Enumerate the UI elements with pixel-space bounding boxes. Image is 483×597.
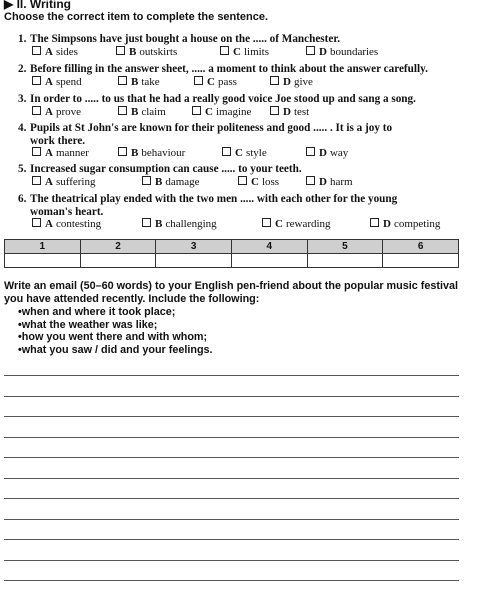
answer-grid-header: 1 — [5, 240, 81, 254]
checkbox-icon[interactable] — [32, 147, 41, 156]
answer-cell[interactable] — [156, 254, 232, 268]
checkbox-icon[interactable] — [306, 46, 315, 55]
question-line: In order to ..... to us that he had a really good voice Joe stood up and sang a song. — [30, 93, 416, 105]
option-text: loss — [261, 175, 280, 188]
writing-task-point: • when and where it took place; — [18, 306, 213, 319]
option-d[interactable] — [270, 106, 309, 118]
writing-task-point: • what the weather was like; — [18, 319, 213, 332]
option-text: test — [293, 105, 310, 118]
answer-cell[interactable] — [307, 254, 383, 268]
checkbox-icon[interactable] — [32, 76, 41, 85]
option-letter: C — [235, 147, 243, 159]
checkbox-icon[interactable] — [32, 46, 41, 55]
option-letter: C — [207, 75, 215, 88]
option-a[interactable] — [32, 76, 82, 88]
question-text — [18, 93, 416, 106]
option-text: contesting — [55, 218, 102, 230]
option-letter: D — [319, 175, 327, 188]
option-text: challenging — [165, 218, 217, 230]
answer-grid-header: 5 — [307, 240, 383, 254]
checkbox-icon[interactable] — [222, 147, 231, 156]
writing-task-prompt: Write an email (50–60 words) to your English pen-friend about the popular music festival you have attended recently. Include the following: — [4, 280, 458, 305]
option-text: damage — [165, 175, 200, 188]
option-letter: A — [45, 175, 53, 188]
writing-line[interactable] — [4, 457, 459, 458]
option-letter: B — [131, 105, 139, 118]
option-text: style — [245, 147, 267, 159]
writing-line[interactable] — [4, 498, 459, 499]
option-letter: B — [155, 175, 163, 188]
option-c[interactable] — [262, 218, 331, 230]
question-line: work there. — [30, 134, 86, 147]
question-line: Before filling in the answer sheet, ..... a moment to think about the answer carefully. — [30, 63, 428, 75]
answer-grid-header: 4 — [231, 240, 307, 254]
option-text: imagine — [215, 105, 252, 118]
option-text: competing — [393, 218, 441, 230]
option-letter: B — [155, 218, 163, 230]
writing-task-point: • how you went there and with whom; — [18, 331, 213, 344]
checkbox-icon[interactable] — [238, 176, 247, 185]
question-line: Pupils at St John's are known for their politeness and good ..... . It is a joy to — [30, 122, 393, 134]
option-letter: A — [45, 147, 53, 159]
option-d[interactable] — [270, 76, 313, 88]
option-d[interactable] — [370, 218, 440, 230]
checkbox-icon[interactable] — [370, 218, 379, 227]
writing-line[interactable] — [4, 375, 459, 376]
section-title: ▶ II. Writing — [4, 0, 72, 11]
option-d[interactable] — [306, 176, 353, 188]
option-text: rewarding — [285, 218, 331, 230]
checkbox-icon[interactable] — [306, 147, 315, 156]
question-text — [18, 63, 428, 76]
question-number: 5. — [18, 163, 27, 175]
question-text — [18, 33, 340, 46]
question-number: 6. — [18, 193, 27, 205]
writing-task-points — [18, 306, 213, 356]
option-text: boundaries — [329, 45, 379, 58]
checkbox-icon[interactable] — [142, 218, 151, 227]
question-line: The Simpsons have just bought a house on the ..... of Manchester. — [30, 33, 341, 45]
checkbox-icon[interactable] — [270, 106, 279, 115]
checkbox-icon[interactable] — [116, 46, 125, 55]
writing-line[interactable] — [4, 519, 459, 520]
answer-cell[interactable] — [5, 254, 81, 268]
option-d[interactable] — [306, 46, 378, 58]
question-line: The theatrical play ended with the two men ..... with each other for the young — [30, 193, 398, 205]
writing-line[interactable] — [4, 580, 459, 581]
option-a[interactable] — [32, 218, 101, 230]
writing-line[interactable] — [4, 437, 459, 438]
option-c[interactable] — [238, 176, 279, 188]
writing-line[interactable] — [4, 478, 459, 479]
answer-cell[interactable] — [231, 254, 307, 268]
option-letter: C — [233, 45, 241, 58]
option-text: way — [329, 147, 349, 159]
option-letter: B — [131, 147, 139, 159]
writing-line[interactable] — [4, 560, 459, 561]
checkbox-icon[interactable] — [32, 106, 41, 115]
question-number: 3. — [18, 93, 27, 105]
option-letter: D — [383, 218, 391, 230]
option-text: take — [141, 75, 160, 88]
option-c[interactable] — [194, 76, 237, 88]
writing-line[interactable] — [4, 396, 459, 397]
option-letter: B — [131, 75, 139, 88]
answer-grid-header: 6 — [383, 240, 459, 254]
checkbox-icon[interactable] — [220, 46, 229, 55]
option-text: behaviour — [141, 147, 186, 159]
question-line: Increased sugar consumption can cause ..... to your teeth. — [30, 163, 302, 175]
checkbox-icon[interactable] — [118, 147, 127, 156]
option-letter: D — [283, 75, 291, 88]
option-b[interactable] — [116, 46, 177, 58]
option-c[interactable] — [220, 46, 269, 58]
option-d[interactable] — [306, 147, 348, 159]
checkbox-icon[interactable] — [270, 76, 279, 85]
option-a[interactable] — [32, 106, 81, 118]
question-number: 4. — [18, 122, 27, 134]
question-text — [18, 193, 397, 218]
option-letter: A — [45, 218, 53, 230]
option-text: limits — [243, 45, 270, 58]
option-text: claim — [141, 105, 166, 118]
writing-task-point: • what you saw / did and your feelings. — [18, 344, 213, 357]
option-letter: D — [319, 45, 327, 58]
answer-grid-header: 2 — [80, 240, 156, 254]
question-line: woman's heart. — [30, 205, 104, 218]
option-c[interactable] — [222, 147, 267, 159]
option-text: sides — [55, 45, 78, 58]
checkbox-icon[interactable] — [32, 218, 41, 227]
option-c[interactable] — [192, 106, 251, 118]
option-letter: B — [129, 45, 137, 58]
checkbox-icon[interactable] — [306, 176, 315, 185]
question-text — [18, 122, 392, 147]
checkbox-icon[interactable] — [192, 106, 201, 115]
option-text: outskirts — [139, 45, 178, 58]
checkbox-icon[interactable] — [262, 218, 271, 227]
question-number: 2. — [18, 63, 27, 75]
answer-cell[interactable] — [383, 254, 459, 268]
question-text — [18, 163, 302, 176]
answer-grid — [4, 239, 459, 268]
option-a[interactable] — [32, 147, 89, 159]
checkbox-icon[interactable] — [142, 176, 151, 185]
instruction: Choose the correct item to complete the sentence. — [4, 11, 269, 23]
writing-line[interactable] — [4, 539, 459, 540]
question-number: 1. — [18, 33, 27, 45]
answer-cell[interactable] — [80, 254, 156, 268]
option-a[interactable] — [32, 176, 95, 188]
option-b[interactable] — [118, 106, 166, 118]
checkbox-icon[interactable] — [194, 76, 203, 85]
option-a[interactable] — [32, 46, 78, 58]
option-b[interactable] — [142, 176, 200, 188]
checkbox-icon[interactable] — [32, 176, 41, 185]
option-text: manner — [55, 147, 89, 159]
option-text: spend — [55, 75, 82, 88]
checkbox-icon[interactable] — [118, 76, 127, 85]
option-text: pass — [217, 75, 237, 88]
option-text: harm — [329, 175, 353, 188]
option-letter: D — [319, 147, 327, 159]
option-letter: C — [251, 175, 259, 188]
option-letter: D — [283, 105, 291, 118]
option-b[interactable] — [118, 147, 185, 159]
writing-line[interactable] — [4, 416, 459, 417]
option-text: give — [293, 75, 313, 88]
option-text: prove — [55, 105, 81, 118]
option-letter: A — [45, 105, 53, 118]
option-letter: C — [275, 218, 283, 230]
option-b[interactable] — [118, 76, 160, 88]
option-b[interactable] — [142, 218, 217, 230]
option-letter: C — [205, 105, 213, 118]
answer-grid-header: 3 — [156, 240, 232, 254]
option-text: suffering — [55, 175, 96, 188]
option-letter: A — [45, 45, 53, 58]
option-letter: A — [45, 75, 53, 88]
checkbox-icon[interactable] — [118, 106, 127, 115]
